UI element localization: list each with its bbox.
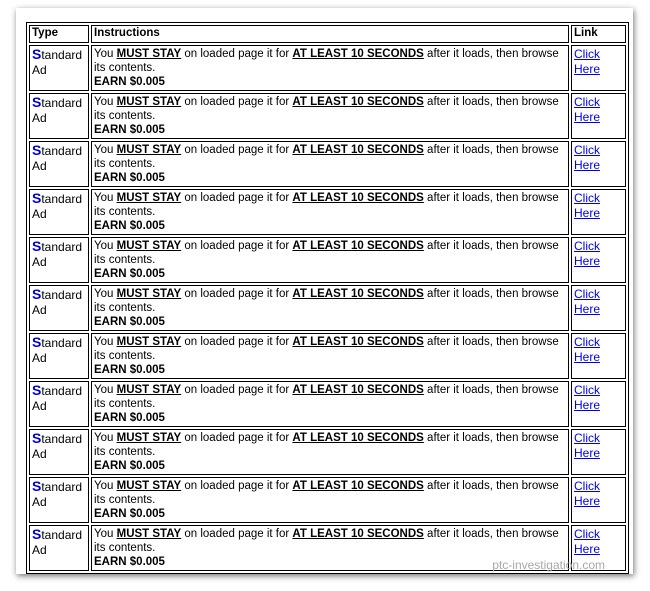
instr-must-stay: MUST STAY — [116, 48, 182, 60]
earn-amount: EARN $0.005 — [94, 412, 165, 424]
instr-mid: on loaded page it for — [184, 480, 290, 492]
instr-duration: AT LEAST 10 SECONDS — [292, 144, 424, 156]
link-cell — [571, 429, 626, 475]
instr-must-stay: MUST STAY — [116, 240, 182, 252]
link-cell — [571, 189, 626, 235]
ads-table — [26, 22, 629, 574]
link-cell — [571, 477, 626, 523]
ad-type-initial: S — [32, 286, 42, 302]
instr-must-stay: MUST STAY — [116, 288, 182, 300]
ad-type-rest: tandard — [41, 528, 83, 542]
instr-tail: after it loads, then browse its contents. — [94, 480, 559, 506]
instr-duration: AT LEAST 10 SECONDS — [292, 528, 424, 540]
ads-table-body — [29, 45, 626, 571]
header-type: Type — [29, 25, 89, 43]
instr-you: You — [94, 336, 114, 348]
instr-tail: after it loads, then browse its contents. — [94, 48, 559, 74]
link-line-2: Here — [574, 206, 601, 220]
instr-must-stay: MUST STAY — [116, 480, 182, 492]
instr-tail: after it loads, then browse its contents. — [94, 192, 559, 218]
instr-tail: after it loads, then browse its contents. — [94, 96, 559, 122]
instr-must-stay: MUST STAY — [116, 96, 182, 108]
instr-mid: on loaded page it for — [184, 96, 290, 108]
instr-tail: after it loads, then browse its contents. — [94, 288, 559, 314]
instructions-cell — [91, 429, 569, 475]
link-line-2: Here — [574, 254, 601, 268]
ad-type-second-line: Ad — [32, 495, 47, 509]
instr-mid: on loaded page it for — [184, 144, 290, 156]
earn-amount: EARN $0.005 — [94, 460, 165, 472]
link-cell — [571, 381, 626, 427]
ad-type-second-line: Ad — [32, 255, 47, 269]
earn-amount: EARN $0.005 — [94, 556, 165, 568]
table-header-row — [29, 25, 626, 43]
click-here-link[interactable] — [574, 383, 600, 412]
click-here-link[interactable] — [574, 335, 600, 364]
ad-type-initial: S — [32, 94, 42, 110]
ad-type-cell — [29, 333, 89, 379]
instr-mid: on loaded page it for — [184, 192, 290, 204]
link-line-1: Click — [574, 527, 600, 541]
link-line-2: Here — [574, 494, 601, 508]
ad-type-initial: S — [32, 382, 42, 398]
click-here-link[interactable] — [574, 191, 600, 220]
instr-mid: on loaded page it for — [184, 384, 290, 396]
ad-type-rest: tandard — [41, 96, 83, 110]
ad-type-rest: tandard — [41, 240, 83, 254]
link-line-2: Here — [574, 350, 601, 364]
instr-duration: AT LEAST 10 SECONDS — [292, 384, 424, 396]
instructions-cell — [91, 45, 569, 91]
link-cell — [571, 93, 626, 139]
ad-type-second-line: Ad — [32, 351, 47, 365]
instructions-cell — [91, 189, 569, 235]
instr-you: You — [94, 48, 114, 60]
ad-type-initial: S — [32, 238, 42, 254]
link-line-2: Here — [574, 110, 601, 124]
link-cell — [571, 237, 626, 283]
click-here-link[interactable] — [574, 287, 600, 316]
click-here-link[interactable] — [574, 479, 600, 508]
instructions-cell — [91, 477, 569, 523]
ad-type-rest: tandard — [41, 384, 83, 398]
link-line-1: Click — [574, 287, 600, 301]
link-line-1: Click — [574, 479, 600, 493]
click-here-link[interactable] — [574, 95, 600, 124]
instructions-cell — [91, 237, 569, 283]
ad-type-second-line: Ad — [32, 207, 47, 221]
ad-type-second-line: Ad — [32, 399, 47, 413]
header-link: Link — [571, 25, 626, 43]
ad-type-cell — [29, 525, 89, 571]
instructions-cell — [91, 285, 569, 331]
instr-you: You — [94, 432, 114, 444]
earn-amount: EARN $0.005 — [94, 508, 165, 520]
ad-type-second-line: Ad — [32, 303, 47, 317]
instr-duration: AT LEAST 10 SECONDS — [292, 480, 424, 492]
ad-type-cell — [29, 141, 89, 187]
earn-amount: EARN $0.005 — [94, 76, 165, 88]
ad-type-cell — [29, 381, 89, 427]
instr-must-stay: MUST STAY — [116, 528, 182, 540]
ad-type-cell — [29, 429, 89, 475]
link-line-2: Here — [574, 542, 601, 556]
instr-mid: on loaded page it for — [184, 288, 290, 300]
instr-you: You — [94, 528, 114, 540]
instr-you: You — [94, 480, 114, 492]
ad-type-second-line: Ad — [32, 543, 47, 557]
instr-must-stay: MUST STAY — [116, 144, 182, 156]
click-here-link[interactable] — [574, 431, 600, 460]
instr-tail: after it loads, then browse its contents. — [94, 432, 559, 458]
link-line-1: Click — [574, 239, 600, 253]
ad-type-cell — [29, 285, 89, 331]
instr-you: You — [94, 96, 114, 108]
table-row — [29, 45, 626, 91]
instr-duration: AT LEAST 10 SECONDS — [292, 336, 424, 348]
instr-you: You — [94, 144, 114, 156]
ad-type-second-line: Ad — [32, 159, 47, 173]
instr-tail: after it loads, then browse its contents. — [94, 144, 559, 170]
link-line-1: Click — [574, 143, 600, 157]
watermark: ptc-investigation.com — [492, 558, 605, 572]
instr-you: You — [94, 240, 114, 252]
ad-type-initial: S — [32, 526, 42, 542]
instructions-cell — [91, 381, 569, 427]
link-line-2: Here — [574, 398, 601, 412]
link-line-2: Here — [574, 158, 601, 172]
link-line-1: Click — [574, 383, 600, 397]
instr-mid: on loaded page it for — [184, 528, 290, 540]
click-here-link[interactable] — [574, 527, 600, 556]
ad-type-cell — [29, 93, 89, 139]
link-line-2: Here — [574, 446, 601, 460]
ad-type-rest: tandard — [41, 336, 83, 350]
ad-type-initial: S — [32, 46, 42, 62]
table-row — [29, 285, 626, 331]
ad-type-initial: S — [32, 430, 42, 446]
instr-duration: AT LEAST 10 SECONDS — [292, 192, 424, 204]
table-row — [29, 141, 626, 187]
table-row — [29, 333, 626, 379]
instr-duration: AT LEAST 10 SECONDS — [292, 96, 424, 108]
instr-you: You — [94, 288, 114, 300]
link-line-2: Here — [574, 62, 601, 76]
ad-type-cell — [29, 477, 89, 523]
instructions-cell — [91, 141, 569, 187]
link-cell — [571, 285, 626, 331]
ad-type-cell — [29, 45, 89, 91]
table-row — [29, 429, 626, 475]
instr-must-stay: MUST STAY — [116, 192, 182, 204]
instr-you: You — [94, 384, 114, 396]
link-cell — [571, 333, 626, 379]
earn-amount: EARN $0.005 — [94, 268, 165, 280]
ad-type-second-line: Ad — [32, 63, 47, 77]
link-line-1: Click — [574, 431, 600, 445]
ad-type-rest: tandard — [41, 480, 83, 494]
link-line-1: Click — [574, 191, 600, 205]
instr-must-stay: MUST STAY — [116, 336, 182, 348]
ad-type-second-line: Ad — [32, 447, 47, 461]
ad-type-rest: tandard — [41, 144, 83, 158]
link-line-2: Here — [574, 302, 601, 316]
instructions-cell — [91, 93, 569, 139]
earn-amount: EARN $0.005 — [94, 124, 165, 136]
header-instructions: Instructions — [91, 25, 569, 43]
ad-type-rest: tandard — [41, 48, 83, 62]
ad-type-cell — [29, 237, 89, 283]
instr-tail: after it loads, then browse its contents. — [94, 384, 559, 410]
instr-duration: AT LEAST 10 SECONDS — [292, 240, 424, 252]
table-row — [29, 477, 626, 523]
table-row — [29, 189, 626, 235]
instr-mid: on loaded page it for — [184, 336, 290, 348]
ad-type-initial: S — [32, 478, 42, 494]
instructions-cell — [91, 333, 569, 379]
click-here-link[interactable] — [574, 239, 600, 268]
earn-amount: EARN $0.005 — [94, 364, 165, 376]
link-line-1: Click — [574, 95, 600, 109]
link-line-1: Click — [574, 335, 600, 349]
earn-amount: EARN $0.005 — [94, 316, 165, 328]
link-line-1: Click — [574, 47, 600, 61]
table-row — [29, 93, 626, 139]
ad-type-rest: tandard — [41, 192, 83, 206]
ad-type-cell — [29, 189, 89, 235]
instr-mid: on loaded page it for — [184, 432, 290, 444]
instr-mid: on loaded page it for — [184, 48, 290, 60]
instr-duration: AT LEAST 10 SECONDS — [292, 288, 424, 300]
screenshot-frame — [16, 8, 633, 574]
instr-tail: after it loads, then browse its contents. — [94, 336, 559, 362]
instr-tail: after it loads, then browse its contents. — [94, 528, 559, 554]
table-row — [29, 237, 626, 283]
ad-type-initial: S — [32, 142, 42, 158]
click-here-link[interactable] — [574, 143, 600, 172]
instr-mid: on loaded page it for — [184, 240, 290, 252]
instr-tail: after it loads, then browse its contents. — [94, 240, 559, 266]
ad-type-rest: tandard — [41, 432, 83, 446]
earn-amount: EARN $0.005 — [94, 220, 165, 232]
ad-type-rest: tandard — [41, 288, 83, 302]
instr-must-stay: MUST STAY — [116, 432, 182, 444]
instr-duration: AT LEAST 10 SECONDS — [292, 48, 424, 60]
instr-you: You — [94, 192, 114, 204]
link-cell — [571, 45, 626, 91]
ad-type-initial: S — [32, 190, 42, 206]
link-cell — [571, 141, 626, 187]
ad-type-second-line: Ad — [32, 111, 47, 125]
earn-amount: EARN $0.005 — [94, 172, 165, 184]
table-row — [29, 381, 626, 427]
ad-type-initial: S — [32, 334, 42, 350]
instr-duration: AT LEAST 10 SECONDS — [292, 432, 424, 444]
instr-must-stay: MUST STAY — [116, 384, 182, 396]
click-here-link[interactable] — [574, 47, 600, 76]
